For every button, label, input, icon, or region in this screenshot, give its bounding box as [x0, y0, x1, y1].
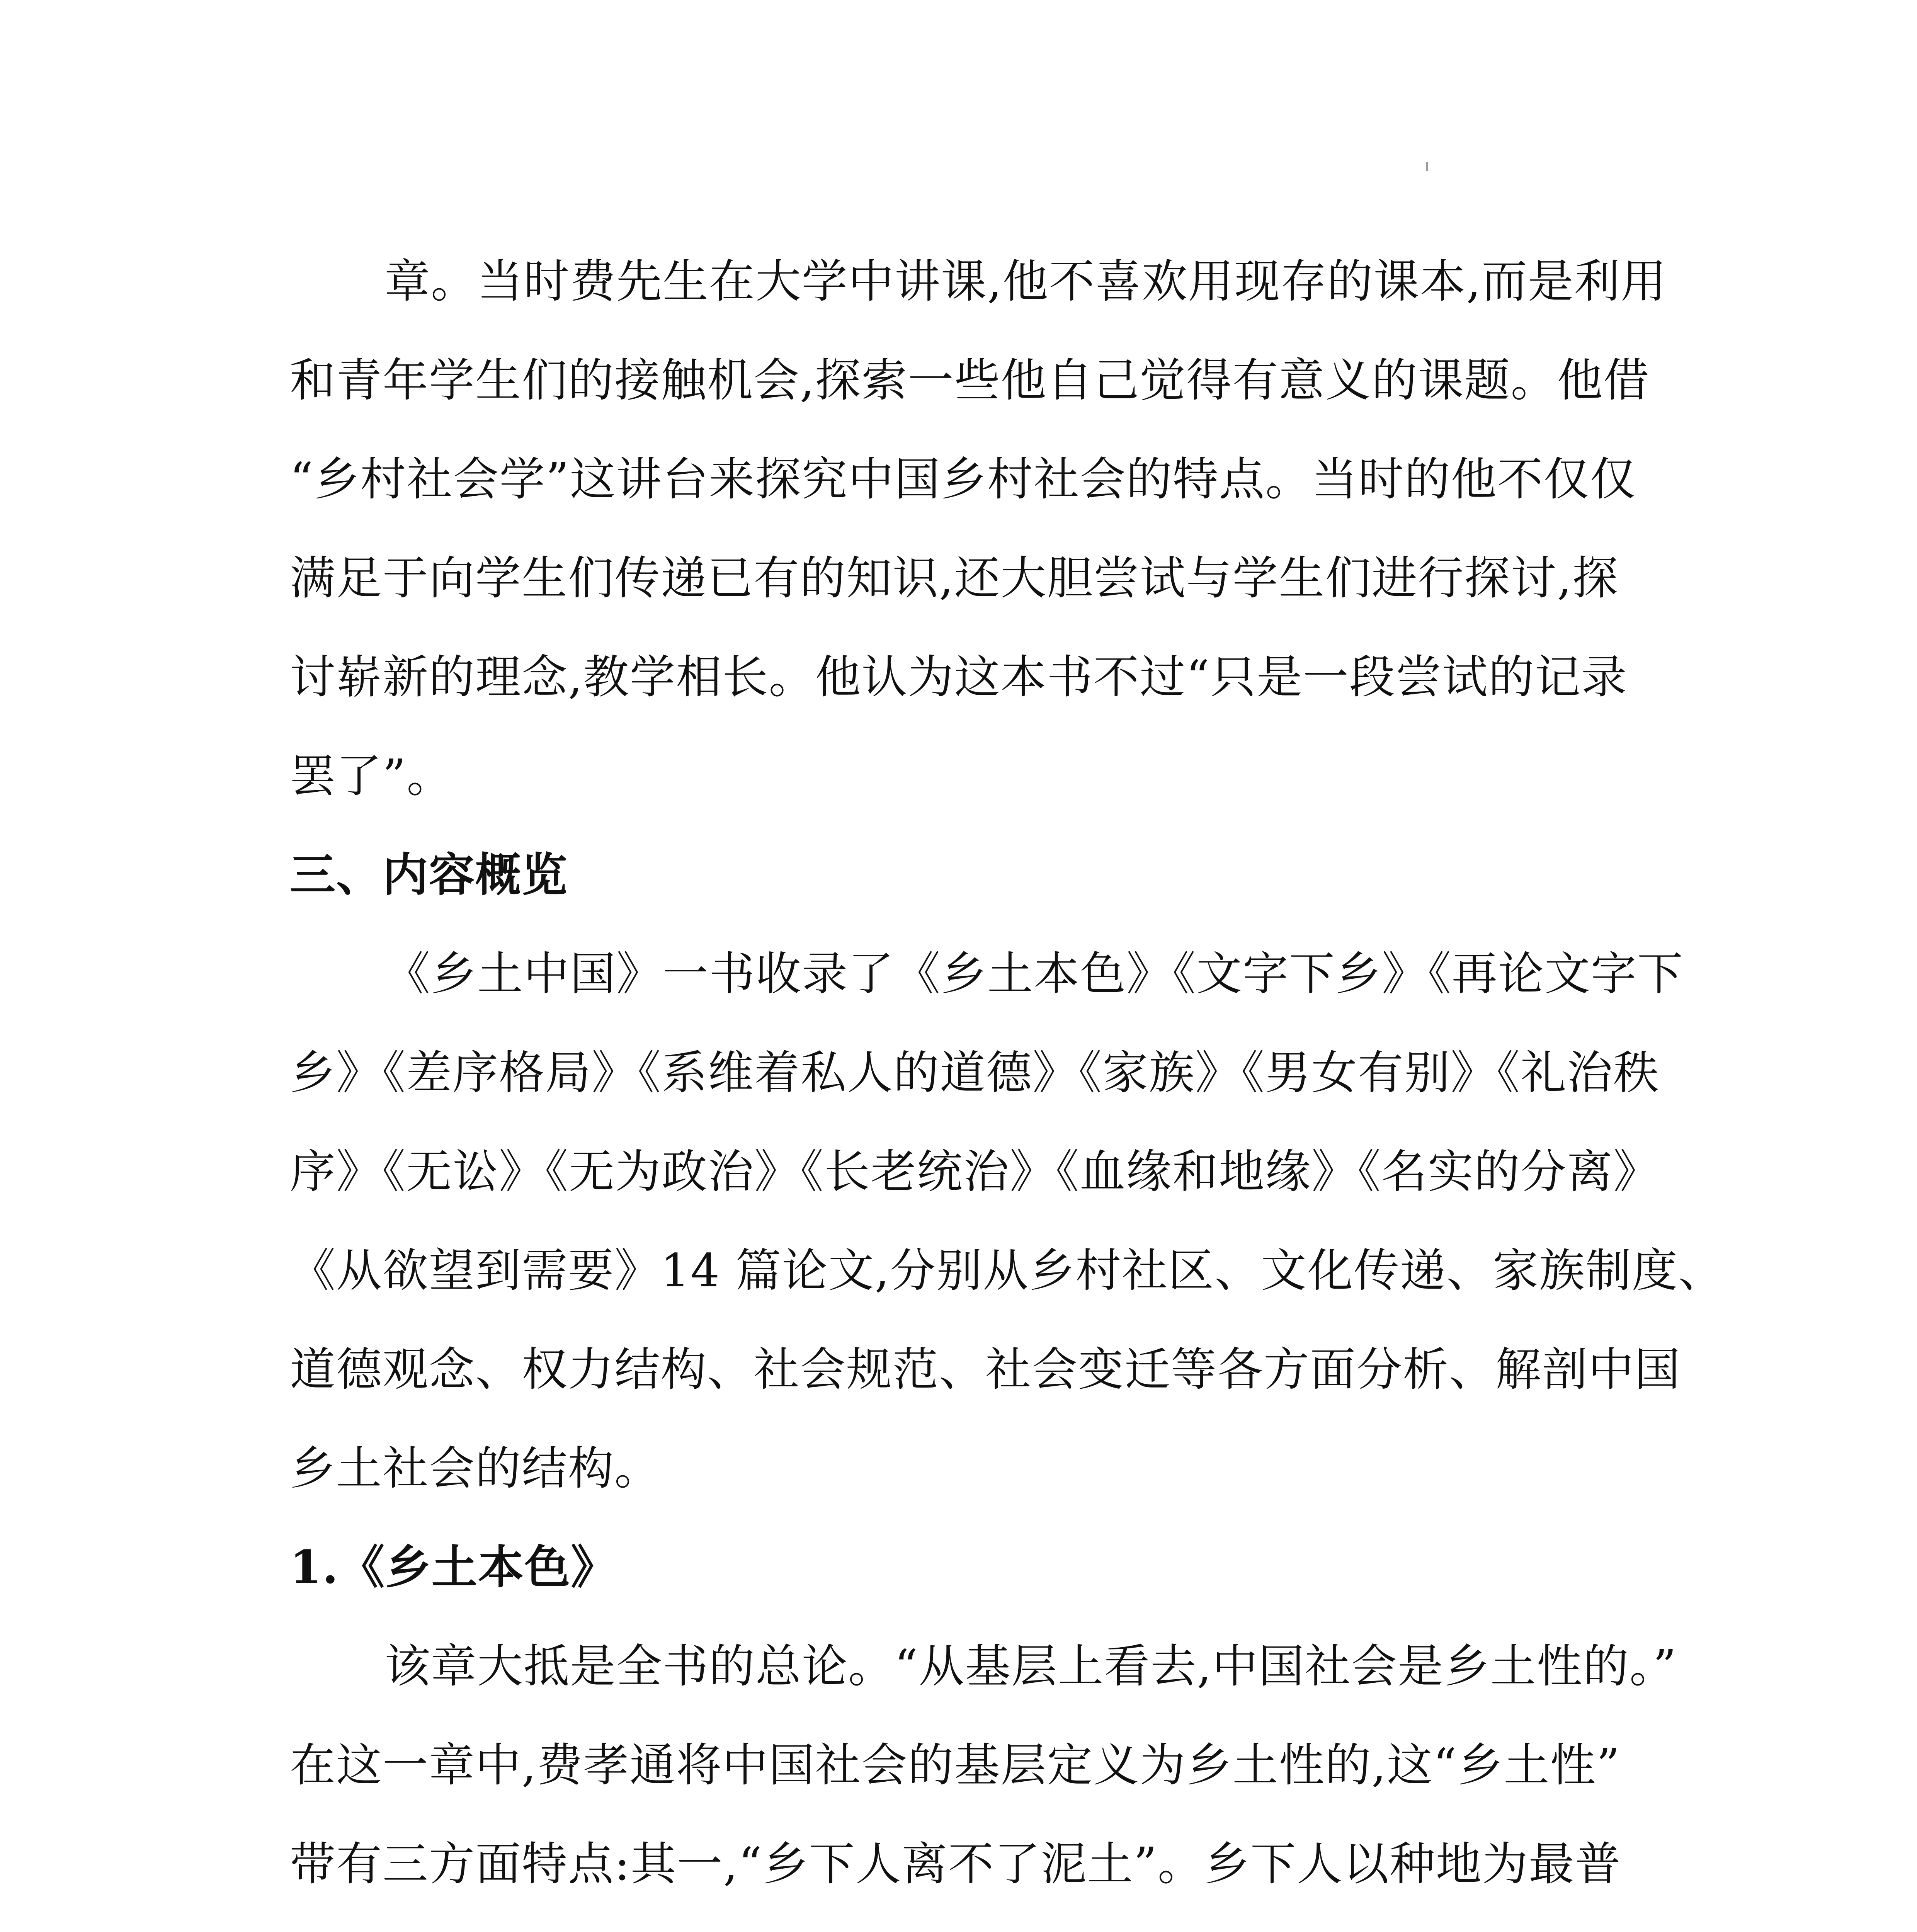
chapter-paragraph [290, 1617, 1677, 1932]
section-heading: 三、内容概览 [290, 848, 568, 901]
text-line: 带有三方面特点:其一,“乡下人离不了泥土”。乡下人以种地为最普 [290, 1837, 1621, 1891]
text-line: 乡》《差序格局》《系维着私人的道德》《家族》《男女有别》《礼治秩 [290, 1046, 1660, 1099]
text-line: 章。当时费先生在大学中讲课,他不喜欢用现存的课本,而是利用 [384, 255, 1667, 308]
text-line: 《乡土中国》一书收录了《乡土本色》《文字下乡》《再论文字下 [384, 947, 1684, 1000]
text-line: 在这一章中,费孝通将中国社会的基层定义为乡土性的,这“乡土性” [290, 1738, 1621, 1792]
overview-paragraph [290, 924, 1725, 1518]
text-line: 《从欲望到需要》14 篇论文,分别从乡村社区、文化传递、家族制度、 [290, 1244, 1725, 1297]
text-line: 该章大抵是全书的总论。“从基层上看去,中国社会是乡土性的。” [384, 1639, 1677, 1693]
text-line: 序》《无讼》《无为政治》《长老统治》《血缘和地缘》《名实的分离》 [290, 1145, 1660, 1198]
paragraph-continued [290, 232, 1667, 825]
text-line: 道德观念、权力结构、社会规范、社会变迁等各方面分析、解剖中国 [290, 1343, 1681, 1396]
text-line: 罢了”。 [290, 749, 453, 803]
text-line: 满足于向学生们传递已有的知识,还大胆尝试与学生们进行探讨,探 [290, 551, 1619, 605]
text-line: 乡土社会的结构。 [290, 1442, 661, 1495]
text-line: 讨崭新的理念,教学相长。他认为这本书不过“只是一段尝试的记录 [290, 650, 1628, 704]
text-line: 和青年学生们的接触机会,探索一些他自己觉得有意义的课题。他借 [290, 354, 1650, 407]
header-mark [1426, 162, 1428, 171]
document-body [290, 232, 1725, 1932]
text-line [290, 1913, 1650, 1932]
text-line: “乡村社会学”这讲台来探究中国乡村社会的特点。当时的他不仅仅 [290, 452, 1636, 506]
subsection-heading: 1.《乡土本色》 [290, 1540, 617, 1594]
